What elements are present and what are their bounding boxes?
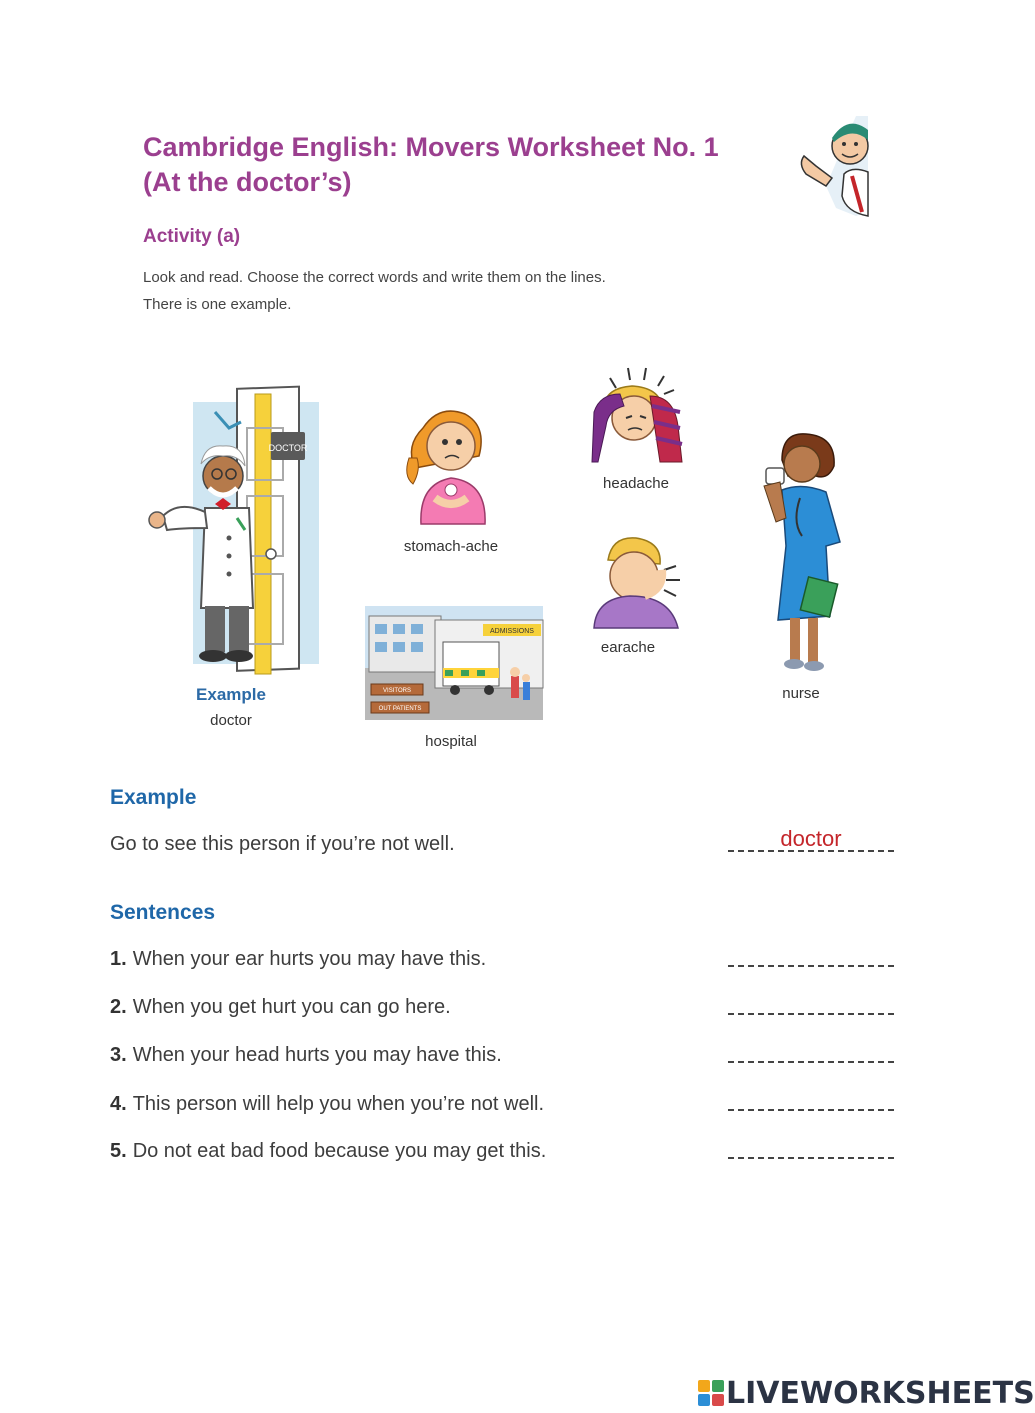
mascot-illustration: [796, 116, 868, 220]
logo-mark-e: [712, 1394, 724, 1406]
caption-stomach-ache: stomach-ache: [403, 538, 499, 555]
hospital-sign-outpatients: OUT PATIENTS: [378, 706, 422, 712]
answer-input-2[interactable]: [728, 1013, 894, 1015]
title-line-1: Cambridge English: Movers Worksheet No. 1: [143, 132, 719, 162]
caption-hospital: hospital: [425, 733, 477, 750]
hospital-picture: [365, 606, 543, 720]
caption-earache: earache: [600, 639, 656, 656]
logo-mark-l: [698, 1380, 710, 1392]
sentence-2: [110, 996, 451, 1019]
worksheet-title: [143, 130, 763, 200]
caption-nurse: nurse: [782, 685, 820, 702]
answer-input-5[interactable]: [728, 1157, 894, 1159]
sentence-3-number: 3.: [110, 1044, 127, 1066]
sentence-5-number: 5.: [110, 1140, 127, 1162]
nurse-picture: [756, 430, 846, 678]
sentence-3: [110, 1044, 502, 1067]
logo-mark-i: [712, 1380, 724, 1392]
stomach-ache-picture: [405, 398, 497, 528]
sentence-5: [110, 1140, 546, 1163]
logo-mark-icon: [698, 1380, 724, 1406]
sentence-1-number: 1.: [110, 948, 127, 970]
logo-text: LIVEWORKSHEETS: [726, 1375, 1035, 1411]
answer-input-1[interactable]: [728, 965, 894, 967]
instruction-line-1: Look and read. Choose the correct words and write them on the lines.: [143, 269, 606, 286]
activity-heading: Activity (a): [143, 226, 241, 247]
instructions: [143, 264, 606, 318]
sentence-2-text: When you get hurt you can go here.: [132, 996, 451, 1018]
sentence-4-number: 4.: [110, 1093, 127, 1115]
caption-doctor: doctor: [210, 712, 252, 729]
example-sentence: Go to see this person if you’re not well.: [110, 833, 455, 855]
hospital-sign-admissions: ADMISSIONS: [490, 628, 534, 635]
example-heading: Example: [110, 786, 197, 809]
example-answer-line: [728, 850, 894, 852]
answer-input-3[interactable]: [728, 1061, 894, 1063]
sentence-1-text: When your ear hurts you may have this.: [132, 948, 487, 970]
door-sign: DOCTOR: [268, 443, 308, 453]
sentence-4-text: This person will help you when you’re not well.: [132, 1093, 545, 1115]
doctor-picture: [145, 388, 323, 678]
picture-example-label: Example: [196, 685, 266, 704]
liveworksheets-logo[interactable]: [698, 1376, 1035, 1410]
sentence-1: [110, 948, 486, 971]
sentence-5-text: Do not eat bad food because you may get this.: [132, 1140, 547, 1162]
instruction-line-2: There is one example.: [143, 296, 292, 313]
hospital-sign-visitors: VISITORS: [383, 688, 411, 694]
example-answer: doctor: [780, 826, 842, 851]
caption-headache: headache: [603, 475, 669, 492]
headache-picture: [590, 366, 684, 466]
logo-mark-v: [698, 1394, 710, 1406]
title-line-2: (At the doctor’s): [143, 167, 352, 197]
earache-picture: [590, 534, 684, 630]
sentence-2-number: 2.: [110, 996, 127, 1018]
answer-input-4[interactable]: [728, 1109, 894, 1111]
sentences-heading: Sentences: [110, 901, 216, 924]
sentence-4: [110, 1093, 544, 1116]
sentence-3-text: When your head hurts you may have this.: [132, 1044, 502, 1066]
